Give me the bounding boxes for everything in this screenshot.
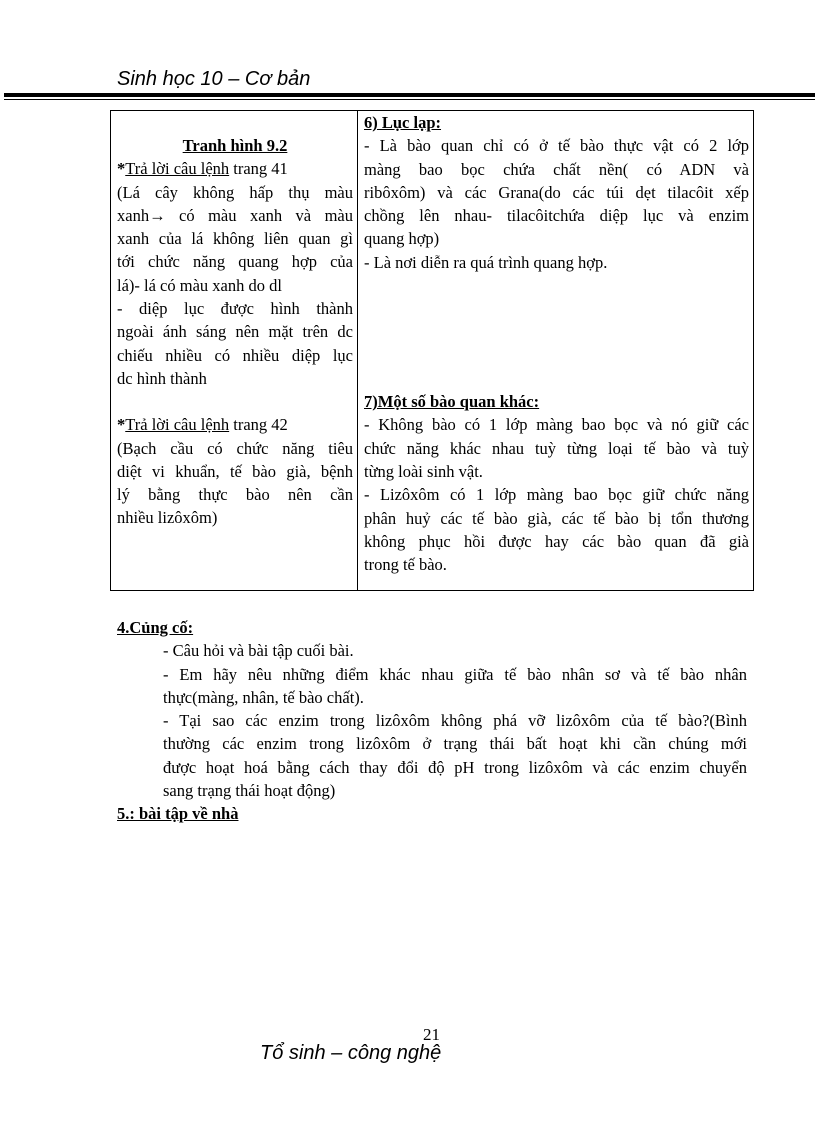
s4-line: - Tại sao các enzim trong lizôxôm không phá vỡ lizôxôm của tế bào?(Bình bbox=[163, 711, 747, 731]
s4-line: - Câu hỏi và bài tập cuối bài. bbox=[163, 641, 354, 661]
page-footer-title: Tổ sinh – công nghệ bbox=[260, 1042, 442, 1064]
s6-line: ribôxôm) và các Grana(do các túi dẹt tilacôit xếp bbox=[364, 182, 749, 202]
header-rule-thin bbox=[4, 99, 815, 100]
s4-line: - Em hãy nêu những điểm khác nhau giữa tế bào nhân sơ và tế bào nhân bbox=[163, 664, 747, 684]
figure-heading: Tranh hình 9.2 bbox=[182, 136, 288, 155]
s7-line: phân huỷ các tế bào già, các tế bào bị tổn thương bbox=[364, 508, 749, 528]
s6-line: màng bao bọc chứa chất nền( có ADN và bbox=[364, 159, 749, 179]
q1-line: tới chức năng quang hợp của bbox=[117, 252, 353, 272]
q1-line: chiếu nhiều có nhiều diệp lục bbox=[117, 345, 353, 365]
section-5-heading: 5.: bài tập về nhà bbox=[117, 804, 239, 824]
s6-line: chồng lên nhau- tilacôitchứa diệp lục và enzim bbox=[364, 206, 749, 226]
s7-line: trong tế bào. bbox=[364, 555, 447, 575]
q2-line: diệt vi khuẩn, tế bào già, bệnh bbox=[117, 461, 353, 481]
q2-line: nhiều lizôxôm) bbox=[117, 508, 218, 528]
s7-line: - Lizôxôm có 1 lớp màng bao bọc giữ chức năng bbox=[364, 485, 749, 505]
q1-line: dc hình thành bbox=[117, 368, 207, 388]
s6-line: quang hợp) bbox=[364, 229, 440, 249]
section-6-heading: 6) Lục lạp: bbox=[364, 113, 442, 132]
s4-line: thực(màng, nhân, tế bào chất). bbox=[163, 687, 364, 707]
q1-line: ngoài ánh sáng nên mặt trên dc bbox=[117, 322, 353, 342]
s7-line: từng loài sinh vật. bbox=[364, 461, 483, 481]
q1-line: (Lá cây không hấp thụ màu bbox=[117, 182, 353, 202]
s7-line: chức năng khác nhau tuỳ từng loại tế bào và tuỳ bbox=[364, 438, 749, 458]
section-4 bbox=[117, 616, 747, 826]
answer-prompt-label: Trả lời câu lệnh bbox=[125, 159, 230, 179]
question-2-title bbox=[117, 413, 353, 436]
q2-line: lý bằng thực bào nên cần bbox=[117, 485, 353, 505]
s7-line: không phục hồi được hay các bào quan đã già bbox=[364, 531, 749, 551]
header-rule-thick bbox=[4, 93, 815, 97]
question-1-title bbox=[117, 157, 353, 180]
asterisk: * bbox=[117, 415, 126, 435]
s4-line: thường các enzim trong lizôxôm ở trạng thái bất hoạt khi cần chúng mới bbox=[163, 734, 747, 754]
page-header-title: Sinh học 10 – Cơ bản bbox=[117, 68, 311, 90]
page-number: 21 bbox=[423, 1025, 440, 1044]
content-table bbox=[110, 110, 754, 591]
s4-line: được hoạt hoá bằng cách thay đổi độ pH trong lizôxôm và các enzim chuyển bbox=[163, 757, 747, 777]
s7-line: - Không bào có 1 lớp màng bao bọc và nó giữ các bbox=[364, 415, 749, 435]
s6-line: - Là nơi diễn ra quá trình quang hợp. bbox=[364, 252, 608, 272]
q1-line: xanh→ có màu xanh và màu bbox=[117, 205, 353, 225]
s4-line: sang trạng thái hoạt động) bbox=[163, 781, 336, 801]
q1-line: - diệp lục được hình thành bbox=[117, 299, 353, 319]
section-7-heading: 7)Một số bào quan khác: bbox=[364, 392, 540, 412]
q1-line: xanh của lá không liên quan gì bbox=[117, 229, 353, 249]
right-column bbox=[358, 111, 754, 591]
left-column bbox=[111, 111, 358, 591]
q2-line: (Bạch cầu có chức năng tiêu bbox=[117, 438, 353, 458]
page-ref: trang 41 bbox=[229, 159, 288, 179]
answer-prompt-label: Trả lời câu lệnh bbox=[125, 415, 230, 435]
section-4-heading: 4.Củng cố: bbox=[117, 618, 194, 637]
page-ref: trang 42 bbox=[229, 415, 288, 435]
q1-line: lá)- lá có màu xanh do dl bbox=[117, 275, 282, 295]
asterisk: * bbox=[117, 159, 126, 179]
s6-line: - Là bào quan chỉ có ở tế bào thực vật có 2 lớp bbox=[364, 136, 749, 156]
